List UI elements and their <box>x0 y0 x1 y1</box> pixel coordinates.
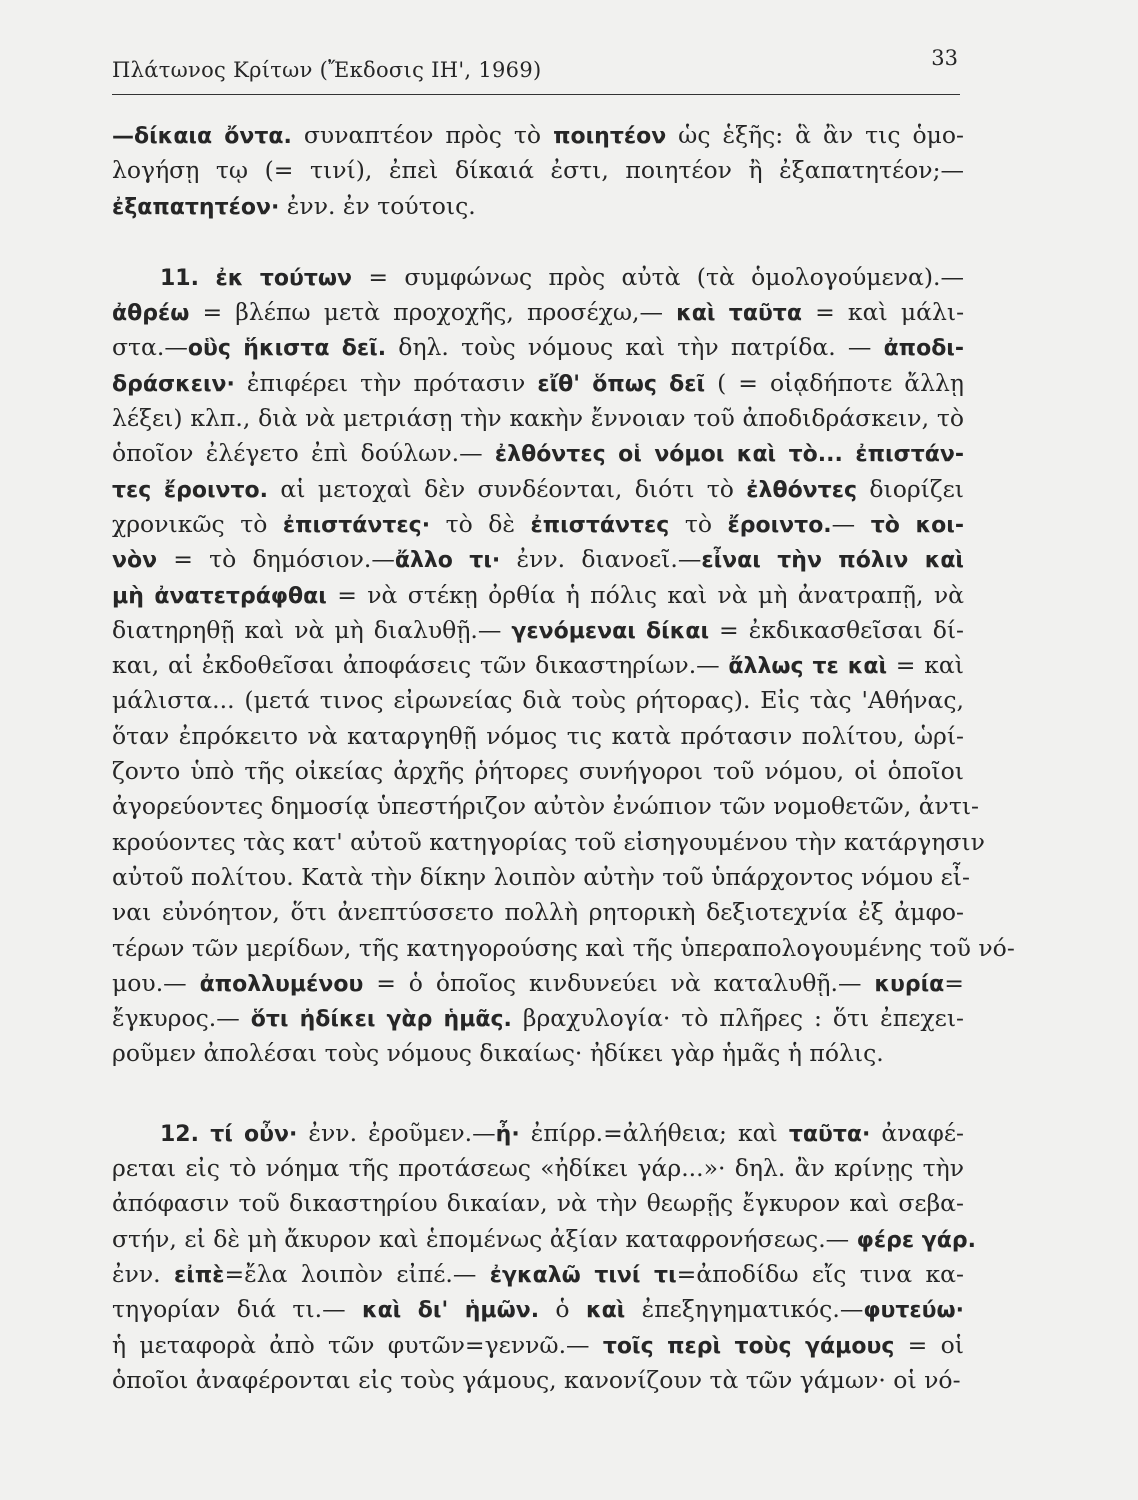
gloss-text: και, αἱ ἐκδοθεῖσαι ἀποφάσεις τῶν δικαστηρίων.— <box>112 651 729 680</box>
gloss-text: = νὰ στέκῃ ὀρθία ἡ πόλις καὶ νὰ μὴ ἀνατραπῇ, νὰ <box>326 580 964 609</box>
commentary-text <box>112 118 1015 1398</box>
text-line <box>112 260 964 295</box>
lemma-term: εἰπὲ <box>174 1262 225 1288</box>
lemma-term: τες ἔροιντο. <box>112 477 269 503</box>
gloss-text: ἐπίρρ.=ἀλήθεια; καὶ <box>519 1118 789 1147</box>
text-line <box>112 1292 964 1327</box>
gloss-text: ὡς ἑξῆς: ἃ ἂν τις ὁμο- <box>666 121 964 149</box>
running-header <box>112 44 960 95</box>
text-line <box>112 966 964 1001</box>
lemma-term: εἶναι τὴν πόλιν καὶ <box>701 548 965 574</box>
text-line <box>112 401 964 436</box>
text-line <box>112 860 970 895</box>
paragraph-intro <box>112 118 964 224</box>
lemma-term: 12. τί οὖν· <box>160 1121 298 1147</box>
gloss-text: ζοντο ὑπὸ τῆς οἰκείας ἀρχῆς ῥήτορες συνήγοροι τοῦ νόμου, οἱ ὁποῖοι <box>112 757 964 786</box>
lemma-term: ἐλθόντες οἱ νόμοι καὶ τὸ... ἐπιστάν- <box>494 442 965 468</box>
page-number: 33 <box>931 46 958 70</box>
lemma-term: καὶ δι' ἡμῶν. <box>361 1298 540 1324</box>
gloss-text: ἐπεξηγηματικός.— <box>625 1295 864 1324</box>
gloss-text: ἐνν. ἐροῦμεν.— <box>297 1118 496 1147</box>
lemma-term: 11. ἐκ τούτων <box>160 265 353 291</box>
gloss-text: — <box>831 509 871 538</box>
lemma-term: ὅτι ἠδίκει γὰρ ἡμᾶς. <box>250 1007 512 1033</box>
lemma-term: φυτεύω· <box>863 1298 965 1324</box>
text-line <box>112 895 964 930</box>
text-line <box>112 1036 964 1071</box>
text-line <box>112 578 964 613</box>
gloss-text: αἱ μετοχαὶ δὲν συνδέονται, διότι τὸ <box>268 474 747 503</box>
lemma-term: εἴθ' ὅπως δεῖ <box>537 371 706 397</box>
gloss-text: ἐπιφέρει τὴν πρότασιν <box>234 368 538 397</box>
text-line <box>112 189 964 224</box>
text-line <box>112 366 964 401</box>
lemma-term: φέρε γάρ. <box>856 1227 976 1253</box>
gloss-text: ἀπόφασιν τοῦ δικαστηρίου δικαίαν, νὰ τὴν θεωρῇς ἔγκυρον καὶ σεβα- <box>112 1189 964 1218</box>
gloss-text: = καὶ <box>887 651 964 680</box>
lemma-term: ποιητέον <box>553 124 667 149</box>
text-line <box>112 295 964 330</box>
gloss-text: = τὸ δημόσιον.— <box>157 545 395 574</box>
gloss-text: ἐνν. <box>112 1259 175 1288</box>
paragraph-section-12 <box>112 1116 976 1398</box>
gloss-text: ρεται εἰς τὸ νόημα τῆς προτάσεως «ἠδίκει γάρ...»· δηλ. ἂν κρίνῃς τὴν <box>112 1154 964 1183</box>
lemma-term: ἔροιντο. <box>727 512 832 538</box>
lemma-term: ἀθρέω <box>112 301 190 327</box>
lemma-term: ἐπιστάντες· <box>282 512 431 538</box>
gloss-text: ναι εὐνόητον, ὅτι ἀνεπτύσσετο πολλὴ ρητορικὴ δεξιοτεχνία ἐξ ἀμφο- <box>112 898 964 927</box>
text-line <box>112 648 964 683</box>
lemma-term: τὸ κοι- <box>870 512 964 538</box>
gloss-text: ὁποῖοι ἀναφέρονται εἰς τοὺς γάμους, κανονίζουν τὰ τῶν γάμων· οἱ νό- <box>112 1365 961 1394</box>
lemma-term: ἦ· <box>495 1121 520 1147</box>
gloss-text: τὸ δὲ <box>430 509 531 538</box>
gloss-text: ( = οἱᾳδήποτε ἄλλῃ <box>705 368 965 397</box>
gloss-text: =ἔλα λοιπὸν εἰπέ.— <box>224 1259 490 1288</box>
gloss-text: ἐνν. διανοεῖ.— <box>500 545 702 574</box>
text-line <box>112 1001 964 1036</box>
text-line <box>112 613 964 648</box>
text-line <box>112 1151 964 1186</box>
text-line <box>112 330 964 365</box>
lemma-term: κυρία <box>874 971 945 997</box>
text-line <box>112 754 964 789</box>
lemma-term: ἄλλο τι· <box>394 548 501 574</box>
lemma-term: νὸν <box>112 548 158 574</box>
lemma-term: μὴ ἀνατετράφθαι <box>112 583 327 609</box>
gloss-text: λέξει) κλπ., διὰ νὰ μετριάσῃ τὴν κακὴν ἔννοιαν τοῦ ἀποδιδράσκειν, τὸ <box>112 404 964 433</box>
gloss-text: =ἀποδίδω εἴς τινα κα- <box>676 1259 964 1288</box>
text-line <box>112 507 964 542</box>
lemma-term: ταῦτα· <box>788 1121 871 1147</box>
gloss-text: τέρων τῶν μερίδων, τῆς κατηγορούσης καὶ τῆς ὑπεραπολογουμένης τοῦ νό- <box>112 933 1015 962</box>
lemma-term: δράσκειν· <box>112 371 235 397</box>
gloss-text: τὸ <box>669 509 728 538</box>
gloss-text: = καὶ μάλι- <box>801 298 965 327</box>
gloss-text: μάλιστα... (μετά τινος εἰρωνείας διὰ τοὺς ρήτορας). Εἰς τὰς 'Αθήνας, <box>112 686 964 715</box>
gloss-text: = ὁ ὁποῖος κινδυνεύει νὰ καταλυθῇ.— <box>363 968 875 997</box>
lemma-term: —δίκαια ὄντα. <box>112 124 292 149</box>
gloss-text: ἔγκυρος.— <box>112 1004 251 1033</box>
gloss-text: ροῦμεν ἀπολέσαι τοὺς νόμους δικαίως· ἠδίκει γὰρ ἡμᾶς ἡ πόλις. <box>112 1039 884 1068</box>
text-line <box>112 1186 964 1221</box>
text-line <box>112 1328 964 1363</box>
text-line <box>112 719 964 754</box>
gloss-text: = βλέπω μετὰ προχοχῆς, προσέχω,— <box>189 298 677 327</box>
lemma-term: ἐγκαλῶ τινί τι <box>489 1262 677 1288</box>
gloss-text: ἀναφέ- <box>870 1118 964 1147</box>
gloss-text: κρούοντες τὰς κατ' αὐτοῦ κατηγορίας τοῦ εἰσηγουμένου τὴν κατάργησιν <box>112 827 985 856</box>
paragraph-gap <box>112 224 964 260</box>
gloss-text: ἀγορεύοντες δημοσίᾳ ὑπεστήριζον αὐτὸν ἐνώπιον τῶν νομοθετῶν, ἀντι- <box>112 792 979 821</box>
paragraph-gap <box>112 1072 964 1116</box>
gloss-text: δηλ. τοὺς νόμους καὶ τὴν πατρίδα. — <box>386 333 884 362</box>
gloss-text: χρονικῶς τὸ <box>112 509 283 538</box>
gloss-text: ὁ <box>539 1295 586 1324</box>
lemma-term: ἐλθόντες <box>746 477 857 503</box>
lemma-term: ἄλλως τε καὶ <box>728 654 888 680</box>
gloss-text: ὅταν ἐπρόκειτο νὰ καταργηθῇ νόμος τις κατὰ πρότασιν πολίτου, ὡρί- <box>112 721 964 750</box>
text-line <box>112 1116 964 1151</box>
gloss-text: μου.— <box>112 968 200 997</box>
gloss-text: αὐτοῦ πολίτου. Κατὰ τὴν δίκην λοιπὸν αὐτὴν τοῦ ὑπάρχοντος νόμου εἶ- <box>112 862 970 891</box>
gloss-text: = <box>944 968 964 997</box>
text-line <box>112 118 964 153</box>
text-line <box>112 472 964 507</box>
gloss-text: ὁποῖον ἐλέγετο ἐπὶ δούλων.— <box>112 439 495 468</box>
running-title: Πλάτωνος Κρίτων (Ἔκδοσις ΙΗ', 1969) <box>112 58 542 82</box>
lemma-term: ἀπολλυμένου <box>199 971 364 997</box>
lemma-term: γενόμεναι δίκαι <box>511 618 710 644</box>
gloss-text: διατηρηθῇ καὶ νὰ μὴ διαλυθῇ.— <box>112 615 512 644</box>
text-line <box>112 153 964 188</box>
text-line <box>112 789 979 824</box>
gloss-text: στα.— <box>112 333 188 362</box>
text-line <box>112 1222 976 1257</box>
gloss-text: = συμφώνως πρὸς αὐτὰ (τὰ ὁμολογούμενα).— <box>352 262 964 291</box>
lemma-term: τοῖς περὶ τοὺς γάμους <box>602 1333 895 1359</box>
gloss-text: = οἱ <box>894 1330 965 1359</box>
text-line <box>112 436 964 471</box>
text-line <box>112 1363 964 1398</box>
lemma-term: ἀποδι- <box>883 336 965 362</box>
text-line <box>112 1257 964 1292</box>
lemma-term: καὶ ταῦτα <box>676 301 802 327</box>
paragraph-section-11 <box>112 260 1015 1072</box>
text-line <box>112 931 1015 966</box>
lemma-term: ἐπιστάντες <box>530 512 670 538</box>
text-line <box>112 825 985 860</box>
lemma-term: καὶ <box>585 1298 626 1324</box>
gloss-text: βραχυλογία· τὸ πλῆρες : ὅτι ἐπεχει- <box>511 1004 964 1033</box>
gloss-text: συναπτέον πρὸς τὸ <box>291 121 554 149</box>
text-line <box>112 542 964 577</box>
gloss-text: = ἐκδικασθεῖσαι δί- <box>709 615 965 644</box>
gloss-text: διορίζει <box>857 474 965 503</box>
lemma-term: οὓς ἥκιστα δεῖ. <box>187 336 387 362</box>
gloss-text: τηγορίαν διά τι.— <box>112 1295 362 1324</box>
gloss-text: λογήσῃ τῳ (= τινί), ἐπεὶ δίκαιά ἐστι, ποιητέον ἢ ἐξαπατητέον;— <box>112 156 964 185</box>
lemma-term: ἐξαπατητέον· <box>112 194 280 220</box>
text-line <box>112 683 964 718</box>
gloss-text: στήν, εἰ δὲ μὴ ἄκυρον καὶ ἑπομένως ἀξίαν καταφρονήσεως.— <box>112 1224 857 1253</box>
gloss-text: ἐνν. ἐν τούτοις. <box>279 191 476 220</box>
gloss-text: ἡ μεταφορὰ ἀπὸ τῶν φυτῶν=γεννῶ.— <box>112 1330 603 1359</box>
